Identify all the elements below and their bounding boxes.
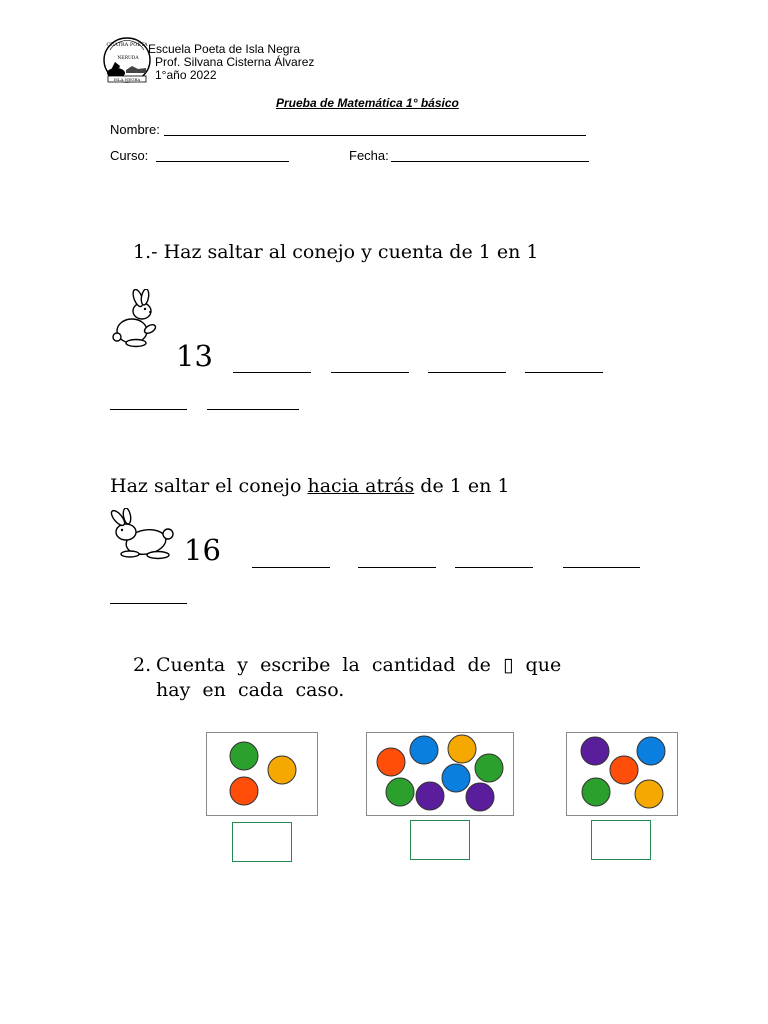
green-circle <box>386 778 414 806</box>
exercise1b-prompt <box>110 475 510 497</box>
yellow-circle <box>448 735 476 763</box>
exercise1-answer-blank[interactable] <box>207 409 299 410</box>
exercise1-start-number: 13 <box>176 339 213 373</box>
exercise1-answer-blank[interactable] <box>428 372 506 373</box>
date-line[interactable] <box>391 161 589 162</box>
exercise1b-prompt-start: Haz saltar el conejo <box>110 475 308 497</box>
purple-circle <box>416 782 444 810</box>
yellow-circle <box>635 780 663 808</box>
exercise1b-start-number: 16 <box>184 533 221 567</box>
orange-circle <box>230 777 258 805</box>
purple-circle <box>581 737 609 765</box>
school-logo <box>102 36 152 86</box>
running-rabbit-icon <box>106 508 176 564</box>
blue-circle <box>637 737 665 765</box>
blue-circle <box>410 736 438 764</box>
purple-circle <box>466 783 494 811</box>
exercise1-answer-blank[interactable] <box>525 372 603 373</box>
exercise1-answer-blank[interactable] <box>233 372 311 373</box>
exercise2-line1: Cuenta y escribe la cantidad de ▯ que <box>156 654 562 676</box>
logo-text-mid: NERUDA <box>117 56 139 61</box>
exercise1b-answer-blank[interactable] <box>563 567 640 568</box>
rabbit-icon <box>108 289 164 349</box>
exercise1b-answer-blank[interactable] <box>358 567 436 568</box>
exercise1b-prompt-emphasis: hacia atrás <box>307 475 415 497</box>
answer-box-1[interactable] <box>232 822 292 862</box>
circle-group-1 <box>206 732 318 816</box>
exercise1b-prompt-end: de 1 en 1 <box>414 475 510 497</box>
logo-text-top: CUATRA POETA <box>106 42 148 48</box>
exercise1-answer-blank[interactable] <box>331 372 409 373</box>
school-year: 1°año 2022 <box>155 68 217 82</box>
answer-box-3[interactable] <box>591 820 651 860</box>
logo-text-bottom: ISLA NEGRA <box>113 77 141 82</box>
circle-group-3 <box>566 732 678 816</box>
course-line[interactable] <box>156 161 289 162</box>
exercise1-prompt: 1.- Haz saltar al conejo y cuenta de 1 en 1 <box>133 241 539 263</box>
exercise2-line2: hay en cada caso. <box>156 679 345 701</box>
exercise1b-answer-blank[interactable] <box>252 567 330 568</box>
circle-group-2 <box>366 732 514 816</box>
teacher-name: Prof. Silvana Cisterna Álvarez <box>155 55 315 69</box>
name-line[interactable] <box>164 135 586 136</box>
exercise1b-answer-blank[interactable] <box>110 603 187 604</box>
page-title: Prueba de Matemática 1° básico <box>276 96 459 110</box>
name-label: Nombre: <box>110 122 160 137</box>
yellow-circle <box>268 756 296 784</box>
answer-box-2[interactable] <box>410 820 470 860</box>
green-circle <box>230 742 258 770</box>
green-circle <box>582 778 610 806</box>
orange-circle <box>610 756 638 784</box>
date-label: Fecha: <box>349 148 389 163</box>
school-name: Escuela Poeta de Isla Negra <box>148 42 301 56</box>
exercise2-number: 2. <box>133 654 152 676</box>
course-label: Curso: <box>110 148 149 163</box>
blue-circle <box>442 764 470 792</box>
orange-circle <box>377 748 405 776</box>
exercise1-answer-blank[interactable] <box>110 409 187 410</box>
green-circle <box>475 754 503 782</box>
exercise1b-answer-blank[interactable] <box>455 567 533 568</box>
